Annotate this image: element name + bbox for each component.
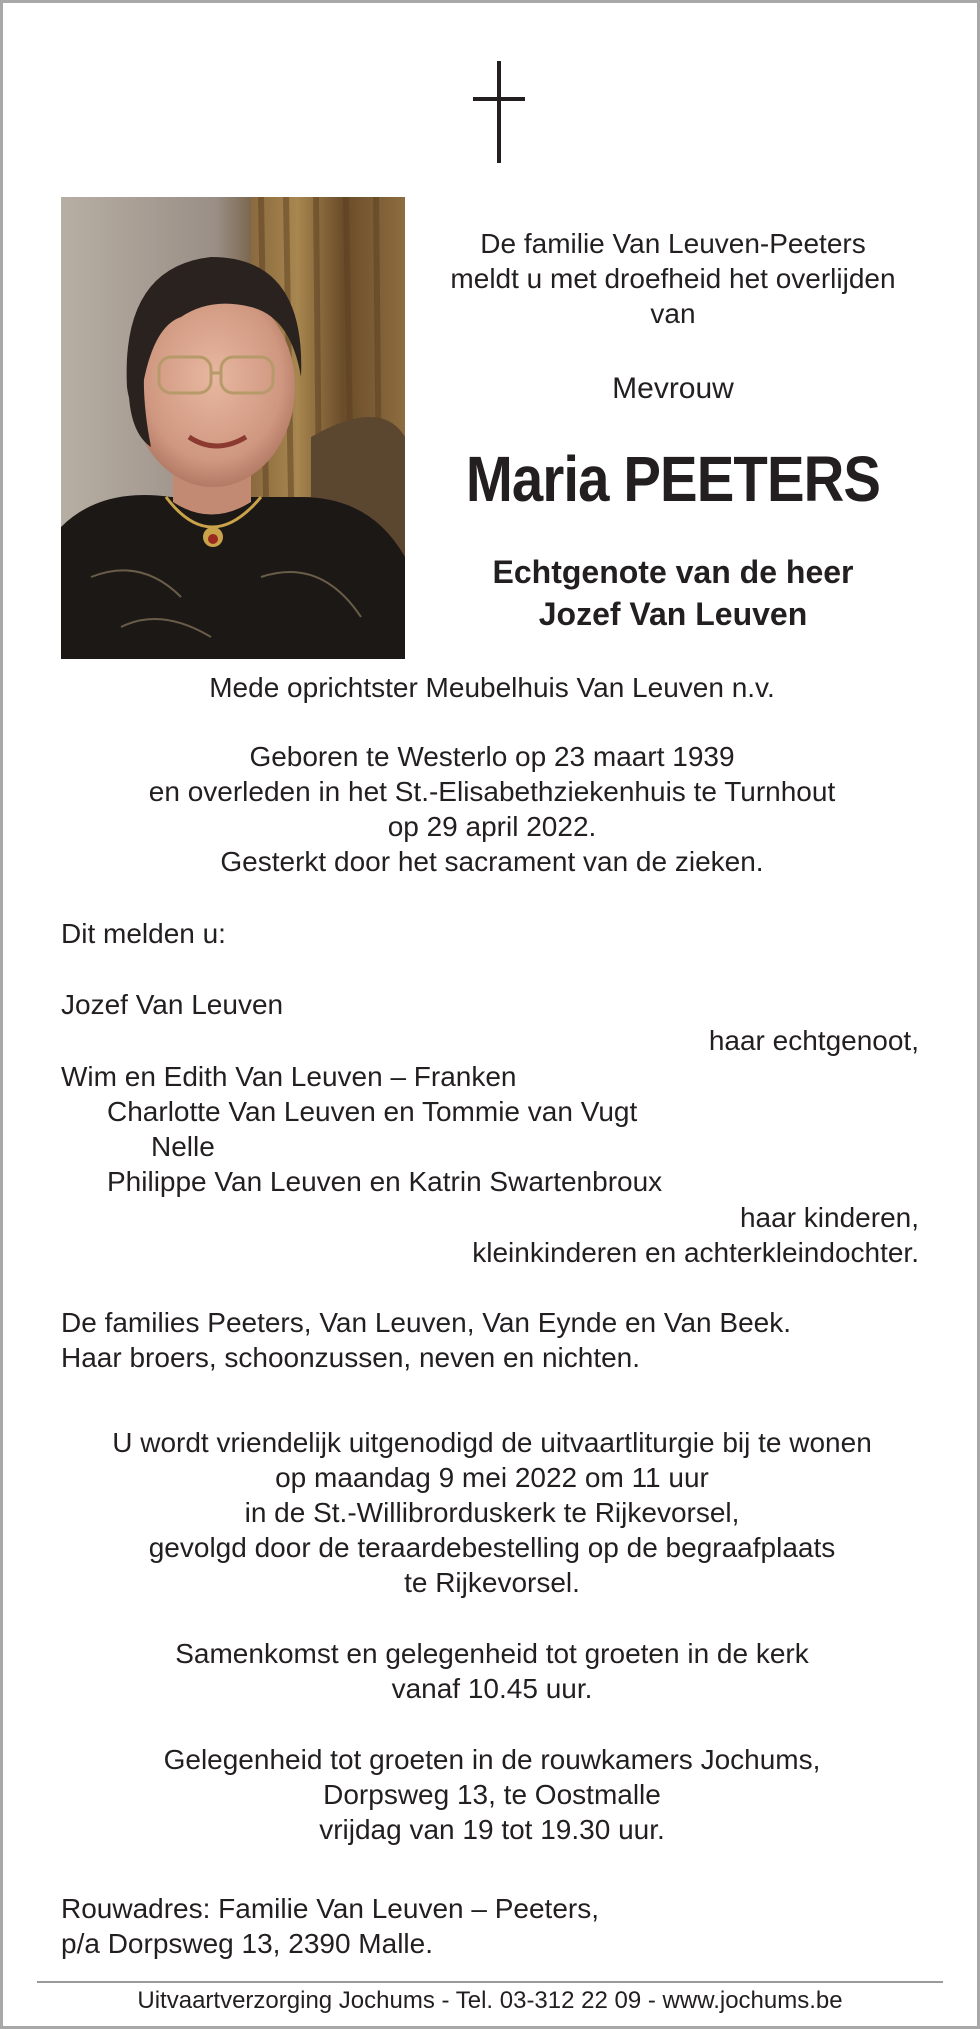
spouse-info [413,551,933,635]
footer-divider [37,1981,943,1983]
intro-line: De familie Van Leuven-Peeters [480,228,866,259]
born-line: op 29 april 2022. [387,811,597,842]
gathering-line: vanaf 10.45 uur. [391,1673,593,1704]
born-line: Gesterkt door het sacrament van de zieken. [220,846,764,877]
grandchild-entry: Philippe Van Leuven en Katrin Swartenbroux [107,1166,663,1197]
viewing-line: Gelegenheid tot groeten in de rouwkamers Jochums, [163,1744,821,1775]
cross-icon [473,61,525,163]
born-line: Geboren te Westerlo op 23 maart 1939 [249,741,735,772]
viewing-info [61,1742,923,1847]
funeral-line: in de St.-Willibrorduskerk te Rijkevorsel, [244,1497,740,1528]
husband-role: haar echtgenoot, [708,1025,919,1056]
relatives-line: Haar broers, schoonzussen, neven en nichten. [61,1342,641,1373]
great-grandchild-entry: Nelle [151,1131,215,1162]
birth-death-info [61,739,923,879]
deceased-name: Maria PEETERS [465,443,881,515]
mourning-address [61,1891,599,1961]
viewing-line: vrijdag van 19 tot 19.30 uur. [319,1814,665,1845]
husband-name: Jozef Van Leuven [61,989,284,1020]
announce-heading: Dit melden u: [61,918,226,949]
born-line: en overleden in het St.-Elisabethziekenhuis te Turnhout [148,776,836,807]
funeral-line: te Rijkevorsel. [404,1567,580,1598]
intro-line: meldt u met droefheid het overlijden [450,263,896,294]
funeral-line: gevolgd door de teraardebestelling op de begraafplaats [148,1532,836,1563]
grandchild-entry: Charlotte Van Leuven en Tommie van Vugt [107,1096,638,1127]
children-role: haar kinderen, [739,1202,919,1233]
gathering-line: Samenkomst en gelegenheid tot groeten in de kerk [175,1638,809,1669]
address-line: p/a Dorpsweg 13, 2390 Malle. [61,1928,433,1959]
funeral-line: U wordt vriendelijk uitgenodigd de uitvaartliturgie bij te wonen [112,1427,872,1458]
families-line: De families Peeters, Van Leuven, Van Eynde en Van Beek. [61,1307,791,1338]
founder-line: Mede oprichtster Meubelhuis Van Leuven n.v. [209,672,775,703]
gathering-info [61,1636,923,1706]
funeral-line: op maandag 9 mei 2022 om 11 uur [275,1462,709,1493]
spouse-line: Echtgenote van de heer [492,554,854,590]
intro-text [413,226,933,331]
address-line: Rouwadres: Familie Van Leuven – Peeters, [61,1893,599,1924]
footer-contact: Uitvaartverzorging Jochums - Tel. 03-312 22 09 - www.jochums.be [137,1987,843,2014]
viewing-line: Dorpsweg 13, te Oostmalle [323,1779,661,1810]
portrait-photo [61,197,405,659]
grandchildren-role: kleinkinderen en achterkleindochter. [472,1237,919,1268]
spouse-line: Jozef Van Leuven [538,596,808,632]
honorific: Mevrouw [612,372,734,405]
intro-line: van [650,298,696,329]
funeral-info [61,1425,923,1600]
child-entry: Wim en Edith Van Leuven – Franken [61,1061,517,1092]
